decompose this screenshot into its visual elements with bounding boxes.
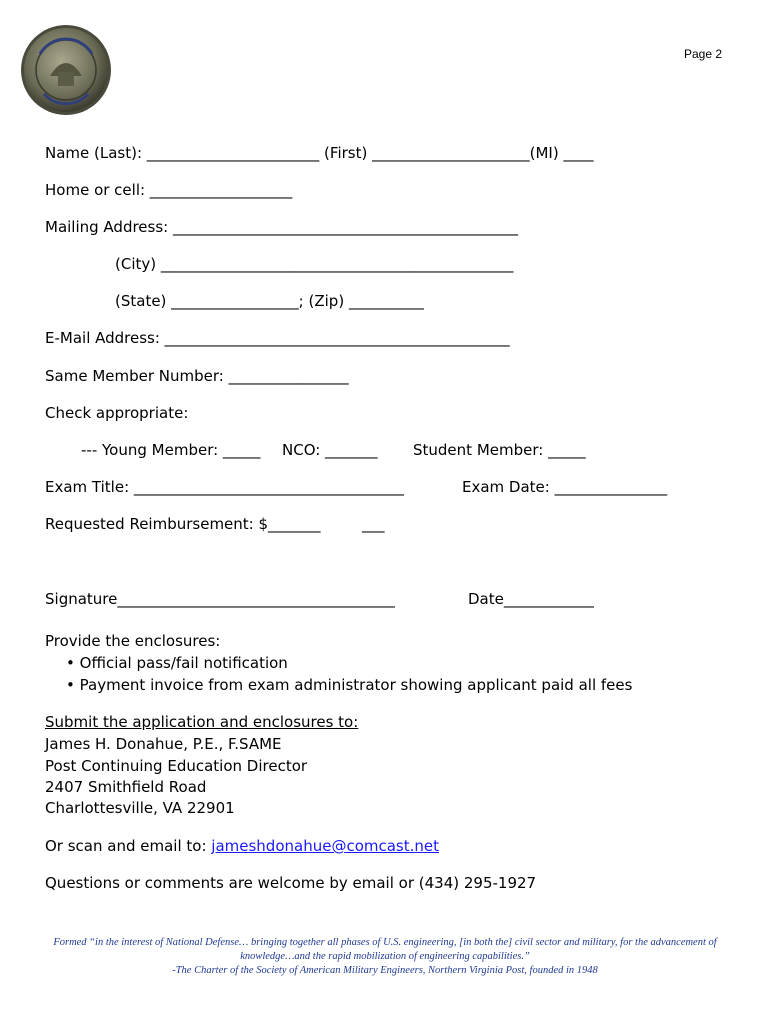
list-item-label: Official pass/fail notification <box>79 654 288 672</box>
list-item <box>66 654 288 672</box>
signature-field[interactable]: Signature_____________________________________ <box>45 590 395 608</box>
exam-date-field[interactable]: Exam Date: _______________ <box>462 478 668 496</box>
name-field[interactable]: Name (Last): _______________________ (First) _____________________(MI) ____ <box>45 144 594 162</box>
address-city: Charlottesville, VA 22901 <box>45 799 235 817</box>
email-link[interactable]: jameshdonahue@comcast.net <box>211 837 439 855</box>
enclosures-heading: Provide the enclosures: <box>45 632 221 650</box>
address-street: 2407 Smithfield Road <box>45 778 207 796</box>
member-number-field[interactable]: Same Member Number: ________________ <box>45 367 349 385</box>
footer-attribution: -The Charter of the Society of American Military Engineers, Northern Virginia Post, founded in 1948 <box>172 965 598 976</box>
page-number: Page 2 <box>684 47 723 61</box>
check-heading: Check appropriate: <box>45 404 189 422</box>
address-name: James H. Donahue, P.E., F.SAME <box>45 735 282 753</box>
nco-option[interactable]: NCO: _______ <box>282 441 378 459</box>
footer-quote: Formed “in the interest of National Defense… bringing together all phases of U.S. engineering, [in both the] civil sector and military, for the advancement of knowledge…and the rapid mobilization of engineering capabilities.” <box>53 937 717 962</box>
scan-prefix: Or scan and email to: <box>45 837 212 855</box>
email-field[interactable]: E-Mail Address: ______________________________________________ <box>45 329 510 347</box>
mailing-address-field[interactable]: Mailing Address: ______________________________________________ <box>45 218 518 236</box>
reimbursement-extra-field[interactable]: ___ <box>362 515 385 533</box>
city-field[interactable]: (City) _______________________________________________ <box>115 255 514 273</box>
state-zip-field[interactable]: (State) _________________; (Zip) __________ <box>115 292 424 310</box>
phone-field[interactable]: Home or cell: ___________________ <box>45 181 293 199</box>
young-member-option[interactable]: --- Young Member: _____ <box>81 441 261 459</box>
exam-title-field[interactable]: Exam Title: ____________________________________ <box>45 478 404 496</box>
student-member-option[interactable]: Student Member: _____ <box>413 441 586 459</box>
society-seal-emblem <box>20 24 112 116</box>
date-field[interactable]: Date____________ <box>468 590 594 608</box>
reimbursement-field[interactable]: Requested Reimbursement: $_______ <box>45 515 321 533</box>
scan-email-line <box>45 837 439 855</box>
submit-heading: Submit the application and enclosures to: <box>45 713 359 731</box>
bullet-icon: • <box>66 676 75 694</box>
list-item-label: Payment invoice from exam administrator showing applicant paid all fees <box>79 676 633 694</box>
questions-line: Questions or comments are welcome by email or (434) 295-1927 <box>45 874 537 892</box>
list-item <box>66 676 632 694</box>
bullet-icon: • <box>66 654 75 672</box>
address-title: Post Continuing Education Director <box>45 757 308 775</box>
